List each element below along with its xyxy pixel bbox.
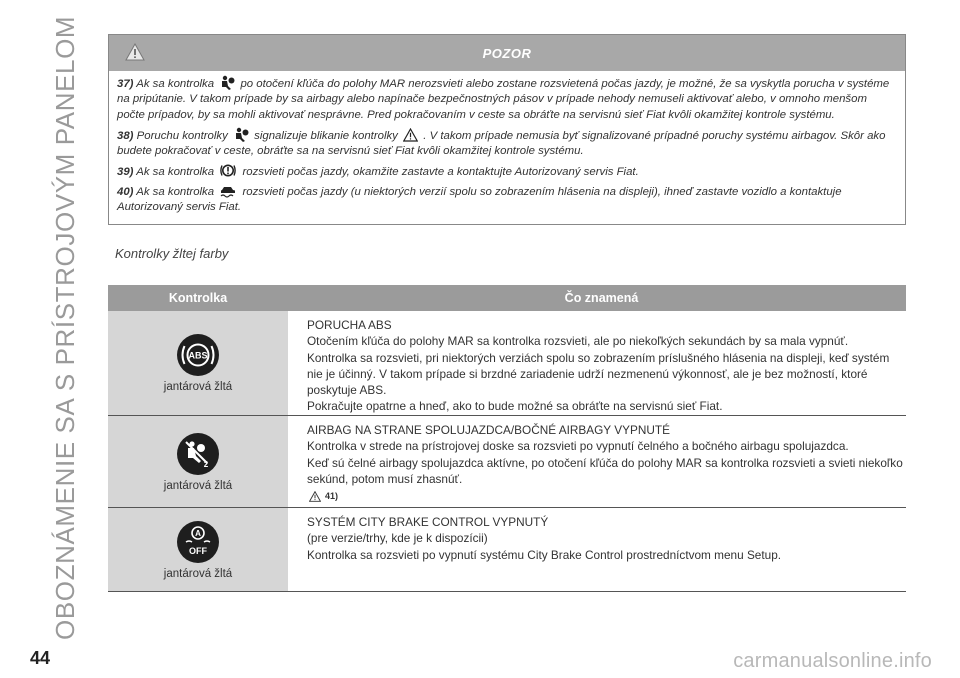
warning-note-39: 39) Ak sa kontrolka rozsvieti počas jazdy, okamžite zastavte a kontaktujte Autorizovaný servis Fiat. [117,163,897,180]
brake-circle-icon [219,163,237,178]
indicator-color: jantárová žltá [163,479,233,492]
indicator-color: jantárová žltá [163,381,233,393]
airbag-person-icon [233,127,249,142]
description-cell [297,416,906,507]
description-line: Keď sú čelné airbagy spolujazdca aktívne, po otočení kľúča do polohy MAR sa kontrolka rozsvieti a svieti niekoľko sekúnd, potom musí zhasnúť. [307,455,903,486]
passenger-airbag-off-icon [176,432,220,476]
description-cell [297,508,906,591]
header-kontrolka: Kontrolka [168,291,228,305]
indicator-table [108,285,906,592]
description-line: (pre verzie/trhy, kde je k dispozícii) [307,531,488,546]
warning-title: POZOR [482,45,532,61]
warning-box [108,34,906,225]
airbag-icon-digit: 2 [203,459,209,469]
warning-triangle-icon [309,491,321,502]
header-co-znamena: Čo znamená [564,291,639,305]
description-line: Kontrolka v strede na prístrojovej doske sa rozsvieti po vypnutí čelného a bočného airbagu spolujazdca. [307,439,849,454]
chapter-side-title: OBOZNÁMENIE SA S PRÍSTROJOVÝM PANELOM [50,15,80,640]
warning-triangle-icon [125,43,145,61]
description-line: Kontrolka sa rozsvieti, pri niektorých verziách spolu so zobrazením príslušného hlásenia na displeji, keď systém nie je účinný. V takom prípade si brzdné zariadenie udrží nezmenenú výkonnosť, ale je bez možností, ktoré poskytuje ABS. [307,350,890,398]
warning-note-38: 38) Poruchu kontrolky signalizuje blikanie kontrolky . V takom prípade nemusia byť signalizované prípadné poruchy systému airbagov. Skôr ako budete pokračovať v ceste, obráťte sa na servisnú sieť Fiat kvôli okamžitej kontrole systému. [117,127,897,160]
section-heading: Kontrolky žltej farby [115,246,229,261]
warning-triangle-icon [403,128,418,142]
description-title: PORUCHA ABS [307,318,392,332]
warning-header [109,35,905,71]
table-row [108,311,906,416]
table-row [108,508,906,592]
description-cell [297,311,906,415]
warning-note-40: 40) Ak sa kontrolka rozsvieti počas jazdy (u niektorých verzií spolu so zobrazením hlásenia na displeji), ihneď zastavte vozidlo a kontaktuje Autorizovaný servis Fiat. [117,185,842,214]
table-header [108,285,906,311]
description-title: AIRBAG NA STRANE SPOLUJAZDCA/BOČNÉ AIRBAGY VYPNUTÉ [307,423,670,437]
indicator-cell [108,416,288,507]
watermark: carmanualsonline.info [733,650,932,672]
description-line: Pokračujte opatrne a hneď, ako to bude možné sa obráťte na servisnú sieť Fiat. [307,399,723,414]
indicator-cell [108,311,288,415]
warning-body [109,71,905,215]
description-title: SYSTÉM CITY BRAKE CONTROL VYPNUTÝ [307,515,549,529]
indicator-cell [108,508,288,591]
table-row [108,416,906,508]
city-brake-icon-top: A [195,528,201,538]
reference-note [307,487,906,504]
page-number: 44 [30,648,51,668]
indicator-color: jantárová žltá [163,567,233,580]
reference-number: 41) [325,491,339,502]
abs-icon-label: ABS [188,350,208,361]
car-skid-icon [219,186,237,198]
city-brake-icon-off: OFF [189,545,207,556]
description-line: Otočením kľúča do polohy MAR sa kontrolka rozsvieti, ale po niekoľkých sekundách by sa mala vypnúť. [307,334,849,349]
abs-icon [176,333,220,377]
description-line: Kontrolka sa rozsvieti po vypnutí systému City Brake Control prostredníctvom menu Setup. [307,547,782,562]
warning-note-37: 37) Ak sa kontrolka po otočení kľúča do polohy MAR nerozsvieti alebo zostane rozsvietená počas jazdy, je možné, že sa vyskytla porucha v systéme na pripútanie. V takom prípade by sa airbagy alebo napínače bezpečnostných pásov v prípade nehody nemuseli aktivovať alebo, v omnoho menšom počte prípadov, by sa mohli aktivovať nesprávne. Pred pokračovaním v ceste sa obráťte na servisnú sieť Fiat kvôli okamžitej kontrole systému. [117,75,897,123]
airbag-person-icon [219,75,235,90]
city-brake-off-icon [176,520,220,564]
